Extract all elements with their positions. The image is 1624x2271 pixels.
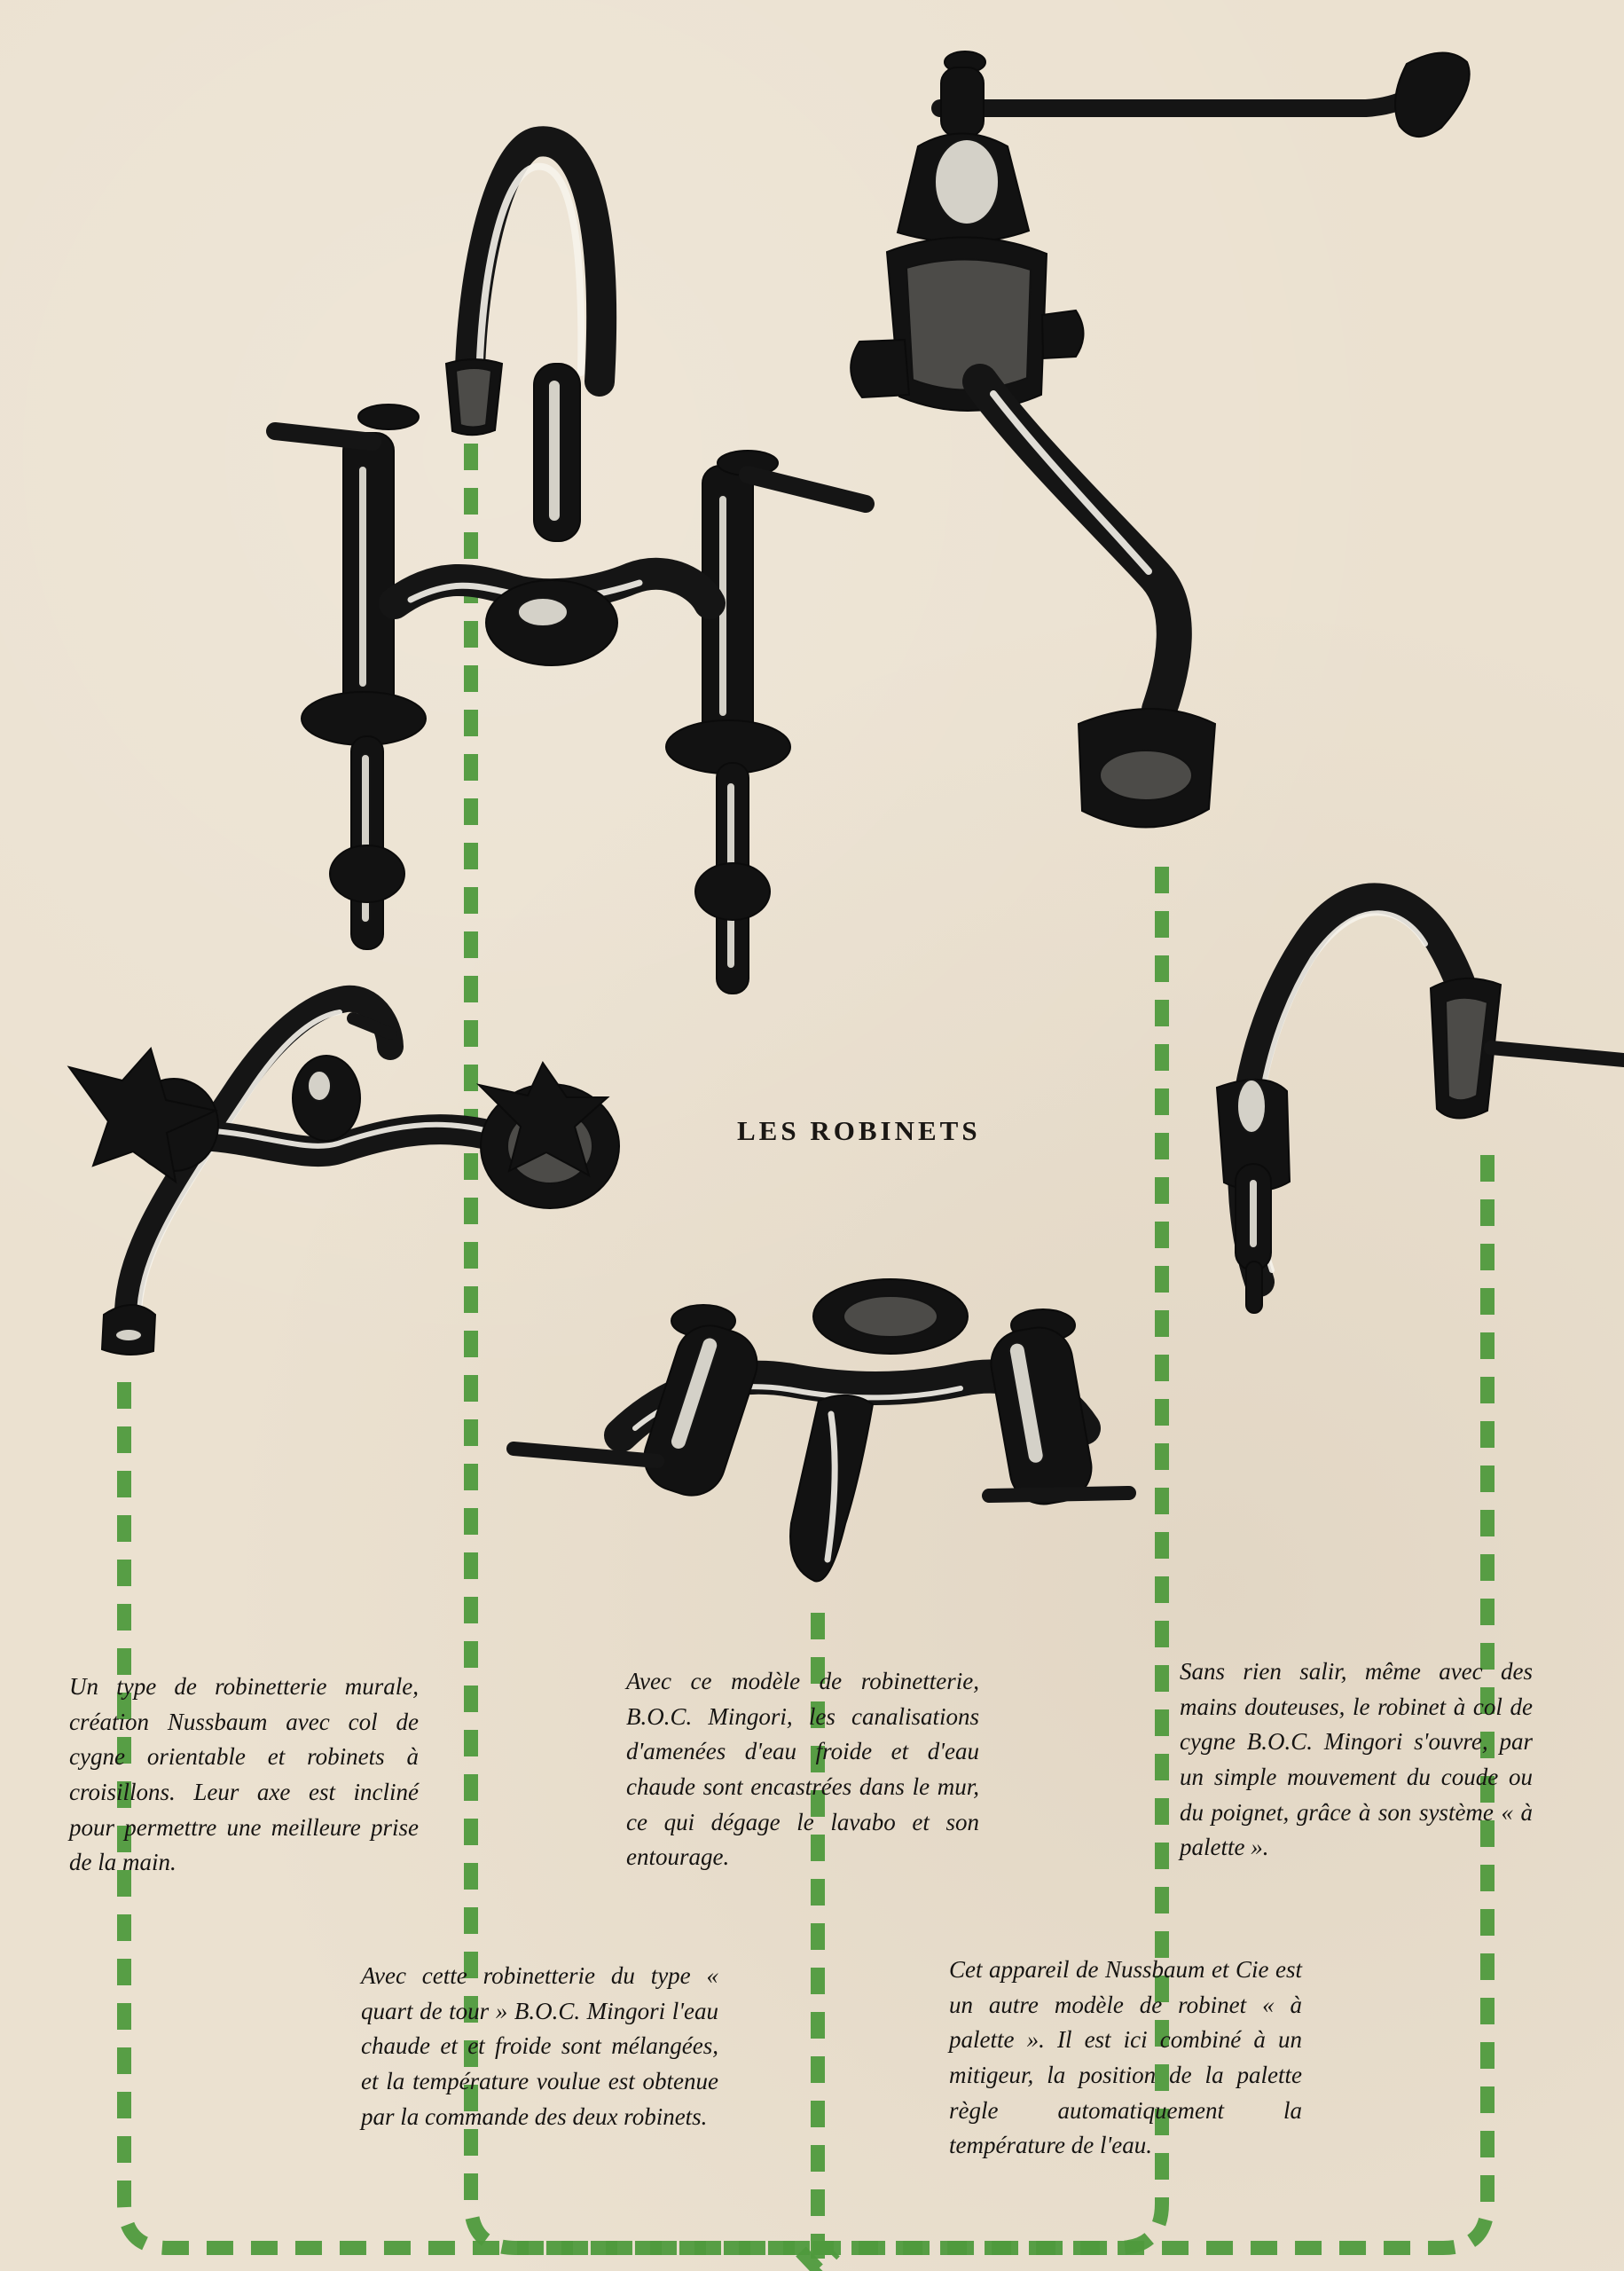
section-title: LES ROBINETS (737, 1115, 981, 1146)
caption-cross-handle-faucet: Un type de robinetterie murale, création Nussbaum avec col de cygne orientable et robinets à croisillons. Leur axe est incliné pour permettre une meilleure prise de la main. (69, 1673, 419, 1876)
caption-recessed-faucet: Avec ce modèle de robinetterie, B.O.C. Mingori, les canalisations d'amenées d'eau froide et d'eau chaude sont encastrées dans le mur, ce qui dégage le lavabo et son entourage. (626, 1668, 979, 1871)
caption-gooseneck-faucet: Sans rien salir, même avec des mains douteuses, le robinet à col de cygne B.O.C. Mingori s'ouvre, par un simple mouvement du coude ou du poignet, grâce à son système « à palette ». (1180, 1658, 1533, 1861)
caption-lever-mixer: Cet appareil de Nussbaum et Cie est un autre modèle de robinet « à palette ». Il est ici combiné à un mitigeur, la position de la palette règle automatiquement la température de l'eau. (949, 1956, 1302, 2159)
caption-bridge-faucet: Avec cette robinetterie du type « quart de tour » B.O.C. Mingori l'eau chaude et et froide sont mélangées, et la température voulue est obtenue par la commande des deux robinets. (361, 1962, 718, 2130)
